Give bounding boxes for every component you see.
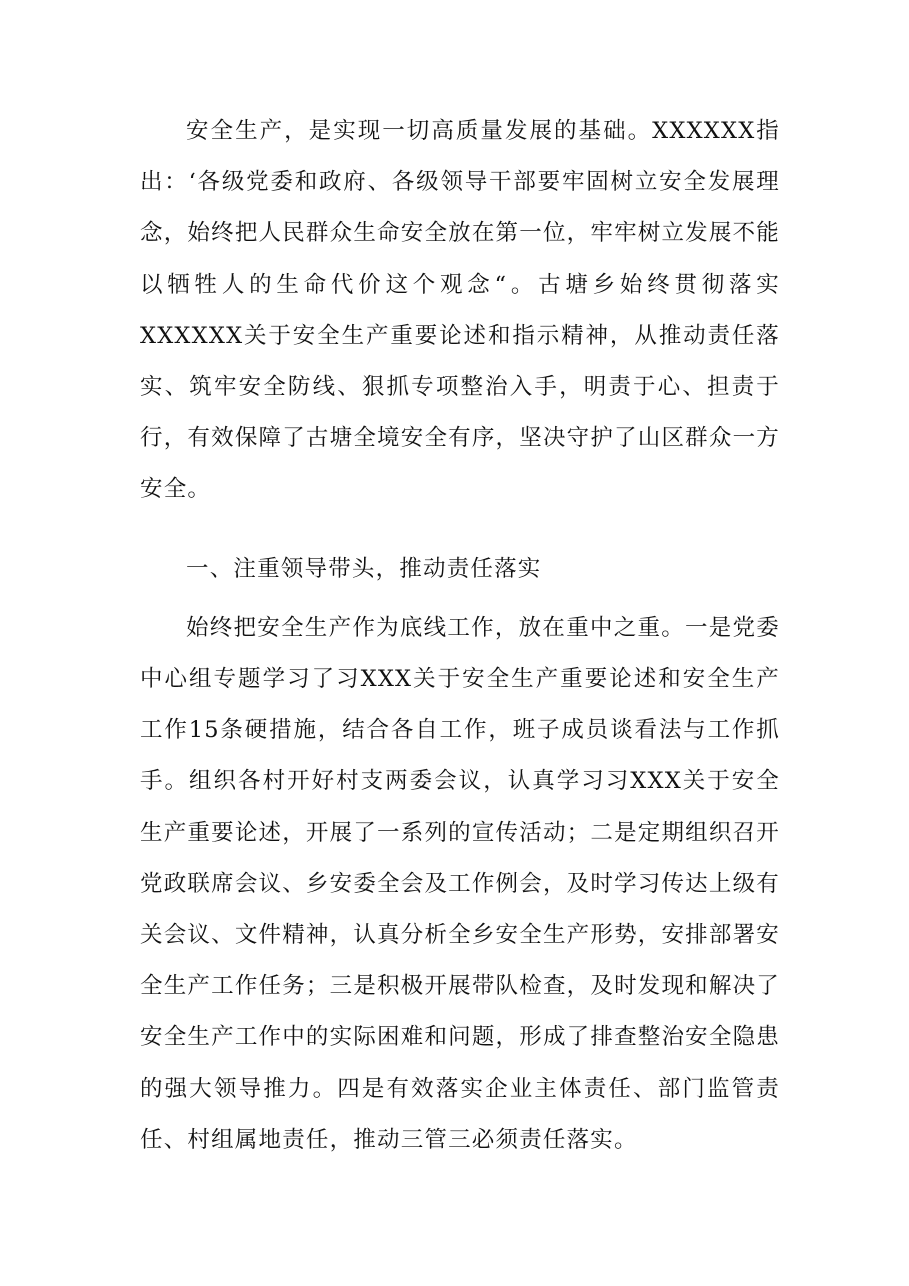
document-body [140,106,780,1166]
section-heading: 一、注重领导带头，推动责任落实 [186,555,542,582]
section-paragraph: 始终把安全生产作为底线工作，放在重中之重。一是党委中心组专题学习了习XXX关于安全生产重要论述和安全生产工作15条硬措施，结合各自工作，班子成员谈看法与工作抓手。组织各村开好村支两委会议，认真学习习XXX关于安全生产重要论述，开展了一系列的宣传活动；二是定期组织召开党政联席会议、乡安委全会及工作例会，及时学习传达上级有关会议、文件精神，认真分析全乡安全生产形势，安排部署安全生产工作任务；三是积极开展带队检查，及时发现和解决了安全生产工作中的实际困难和问题，形成了排查整治安全隐患的强大领导推力。四是有效落实企业主体责任、部门监管责任、村组属地责任，推动三管三必须责任落实。 [140,614,780,1153]
intro-paragraph: 安全生产，是实现一切高质量发展的基础。XXXXXX指出：‘各级党委和政府、各级领导干部要牢固树立安全发展理念，始终把人民群众生命安全放在第一位，牢牢树立发展不能以牺牲人的生命代价这个观念“。古塘乡始终贯彻落实XXXXXX关于安全生产重要论述和指示精神，从推动责任落实、筑牢安全防线、狠抓专项整治入手，明责于心、担责于行，有效保障了古塘全境安全有序，坚决守护了山区群众一方安全。 [140,118,780,503]
